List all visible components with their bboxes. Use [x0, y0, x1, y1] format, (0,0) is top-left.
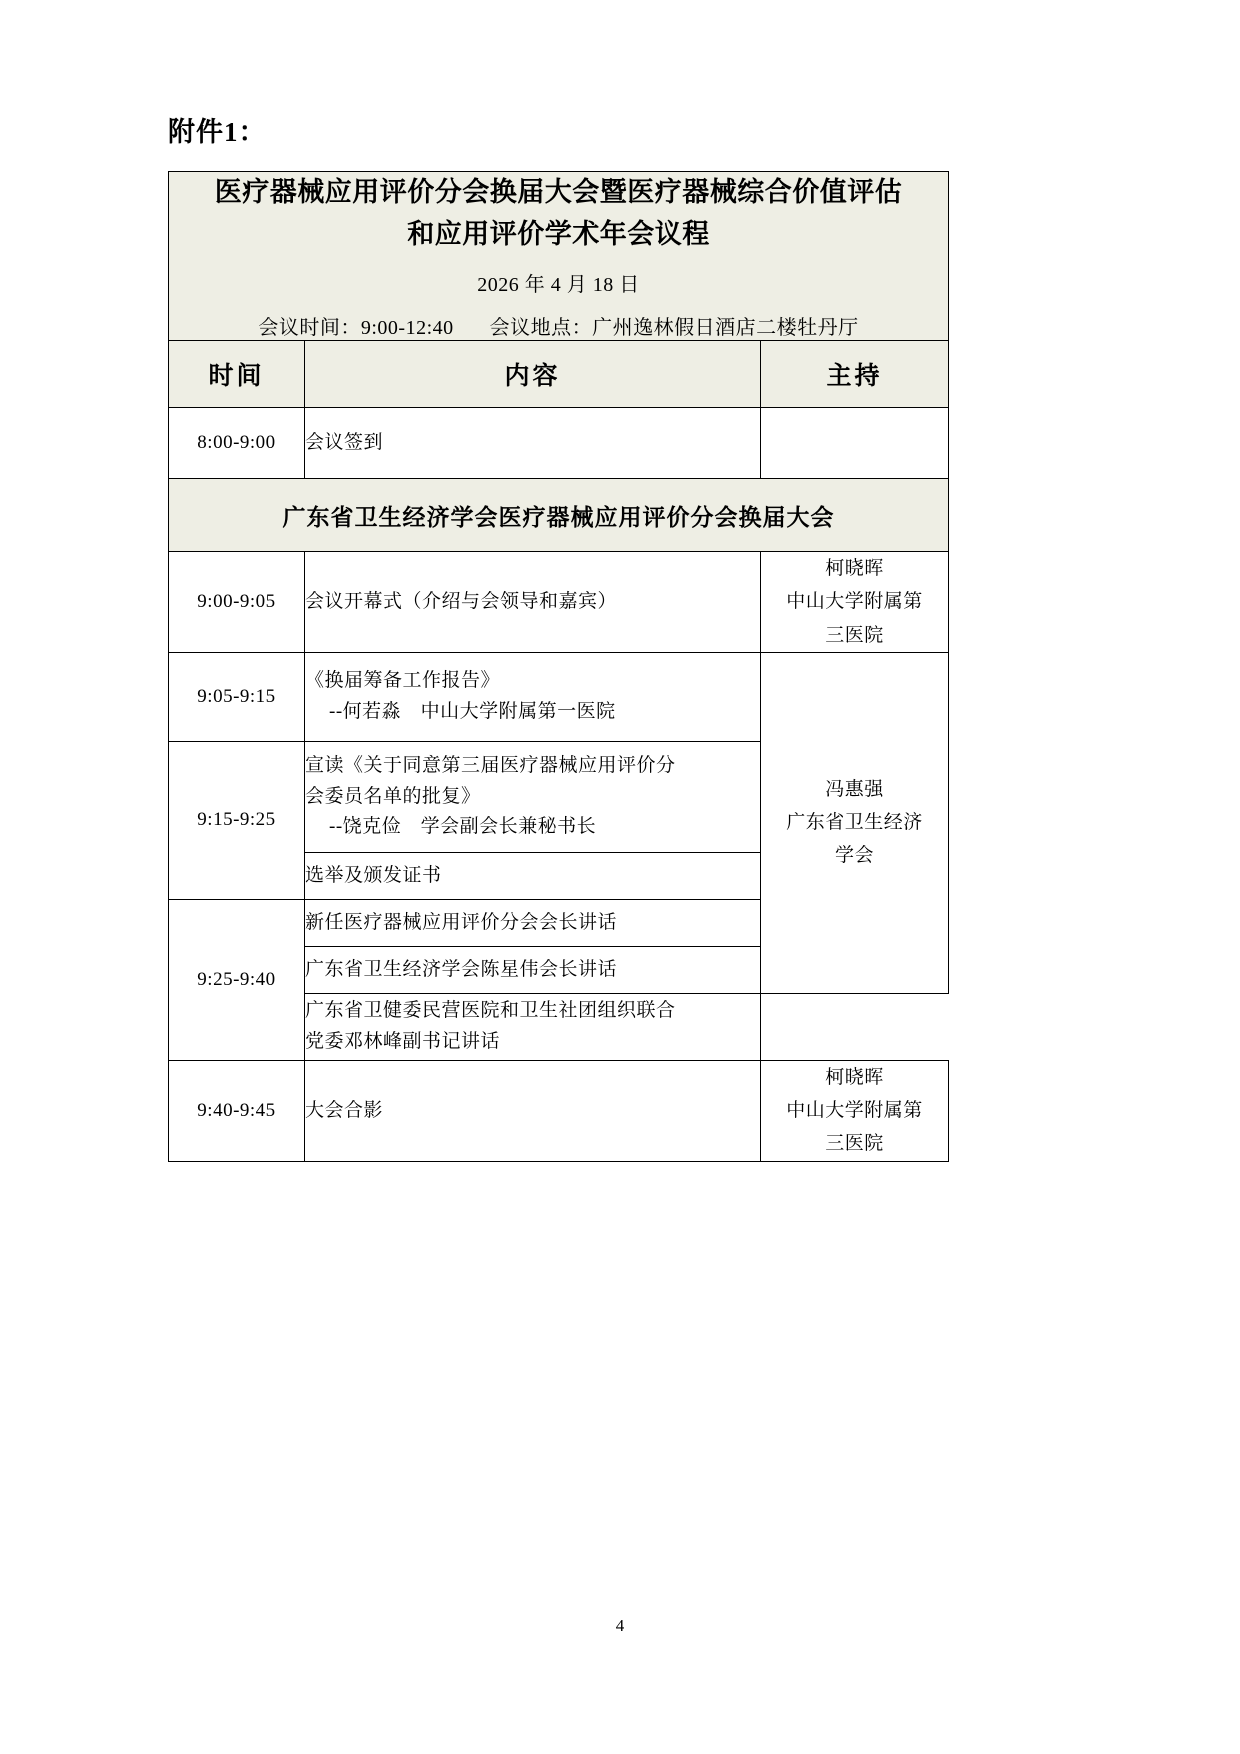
- row-signin-time: 8:00-9:00: [169, 407, 305, 478]
- attachment-label: 附件1：: [168, 117, 267, 147]
- page-number: 4: [615, 1616, 625, 1635]
- host-name: 冯惠强: [825, 778, 884, 800]
- row-signin-host: [761, 407, 949, 478]
- report-line1: 《换届筹备工作报告》: [305, 670, 501, 692]
- row-photo-content: 大会合影: [305, 1060, 761, 1161]
- row-report-content: [305, 652, 761, 741]
- column-header-host: 主持: [761, 340, 949, 407]
- table-row: [169, 407, 949, 478]
- document-title-line2: 和应用评价学术年会议程: [407, 218, 710, 249]
- row-speeches-time: 9:25-9:40: [169, 899, 305, 1060]
- row-photo-time: 9:40-9:45: [169, 1060, 305, 1161]
- host-org-line1: 中山大学附属第: [786, 1100, 923, 1122]
- report-line2-text: --何若淼 中山大学附属第一医院: [329, 700, 616, 722]
- host-org-line2: 三医院: [825, 624, 884, 646]
- meeting-time: 会议时间：9:00-12:40: [258, 316, 454, 339]
- document-header-cell: [169, 172, 949, 341]
- approval-line3: [305, 812, 760, 842]
- approval-line1: 宣读《关于同意第三届医疗器械应用评价分: [305, 755, 676, 777]
- host-org-line2: 三医院: [825, 1133, 884, 1155]
- document-meta: [169, 311, 948, 340]
- column-header-time: 时间: [169, 340, 305, 407]
- document-date: 2026 年 4 月 18 日: [477, 273, 640, 296]
- row-opening-content: 会议开幕式（介绍与会领导和嘉宾）: [305, 552, 761, 653]
- row-report-time: 9:05-9:15: [169, 652, 305, 741]
- column-header-content: 内容: [305, 340, 761, 407]
- speech3-line2: 党委邓林峰副书记讲话: [305, 1030, 501, 1052]
- row-signin-content: 会议签到: [305, 407, 761, 478]
- host-name: 柯晓晖: [825, 558, 884, 580]
- speech3-line1: 广东省卫健委民营医院和卫生社团组织联合: [305, 1000, 676, 1022]
- approval-line2: 会委员名单的批复》: [305, 785, 481, 807]
- table-header-block-row: [169, 172, 949, 341]
- row-host-middle: [761, 652, 949, 993]
- row-approval-time: 9:15-9:25: [169, 741, 305, 899]
- table-row: [169, 652, 949, 741]
- row-photo-host: [761, 1060, 949, 1161]
- report-line2: [305, 697, 760, 727]
- table-row: [169, 552, 949, 653]
- row-election-content: 选举及颁发证书: [305, 852, 761, 899]
- host-org-line2: 学会: [834, 845, 874, 867]
- host-org-line1: 广东省卫生经济: [786, 812, 923, 834]
- row-speech-3: [305, 993, 761, 1060]
- table-column-header-row: [169, 340, 949, 407]
- row-speech-2: 广东省卫生经济学会陈星伟会长讲话: [305, 946, 761, 993]
- row-opening-host: [761, 552, 949, 653]
- approval-line3-text: --饶克俭 学会副会长兼秘书长: [329, 816, 597, 838]
- row-opening-time: 9:00-9:05: [169, 552, 305, 653]
- section-band-label: 广东省卫生经济学会医疗器械应用评价分会换届大会: [169, 479, 949, 552]
- host-name: 柯晓晖: [825, 1066, 884, 1088]
- row-approval-content: [305, 741, 761, 852]
- host-org-line1: 中山大学附属第: [786, 591, 923, 613]
- section-band-row: [169, 479, 949, 552]
- row-speech-1: 新任医疗器械应用评价分会会长讲话: [305, 899, 761, 946]
- table-row: [169, 1060, 949, 1161]
- document-title-line1: 医疗器械应用评价分会换届大会暨医疗器械综合价值评估: [214, 177, 903, 207]
- agenda-table: [168, 171, 949, 1162]
- meeting-place: 会议地点：广州逸林假日酒店二楼牡丹厅: [489, 316, 859, 339]
